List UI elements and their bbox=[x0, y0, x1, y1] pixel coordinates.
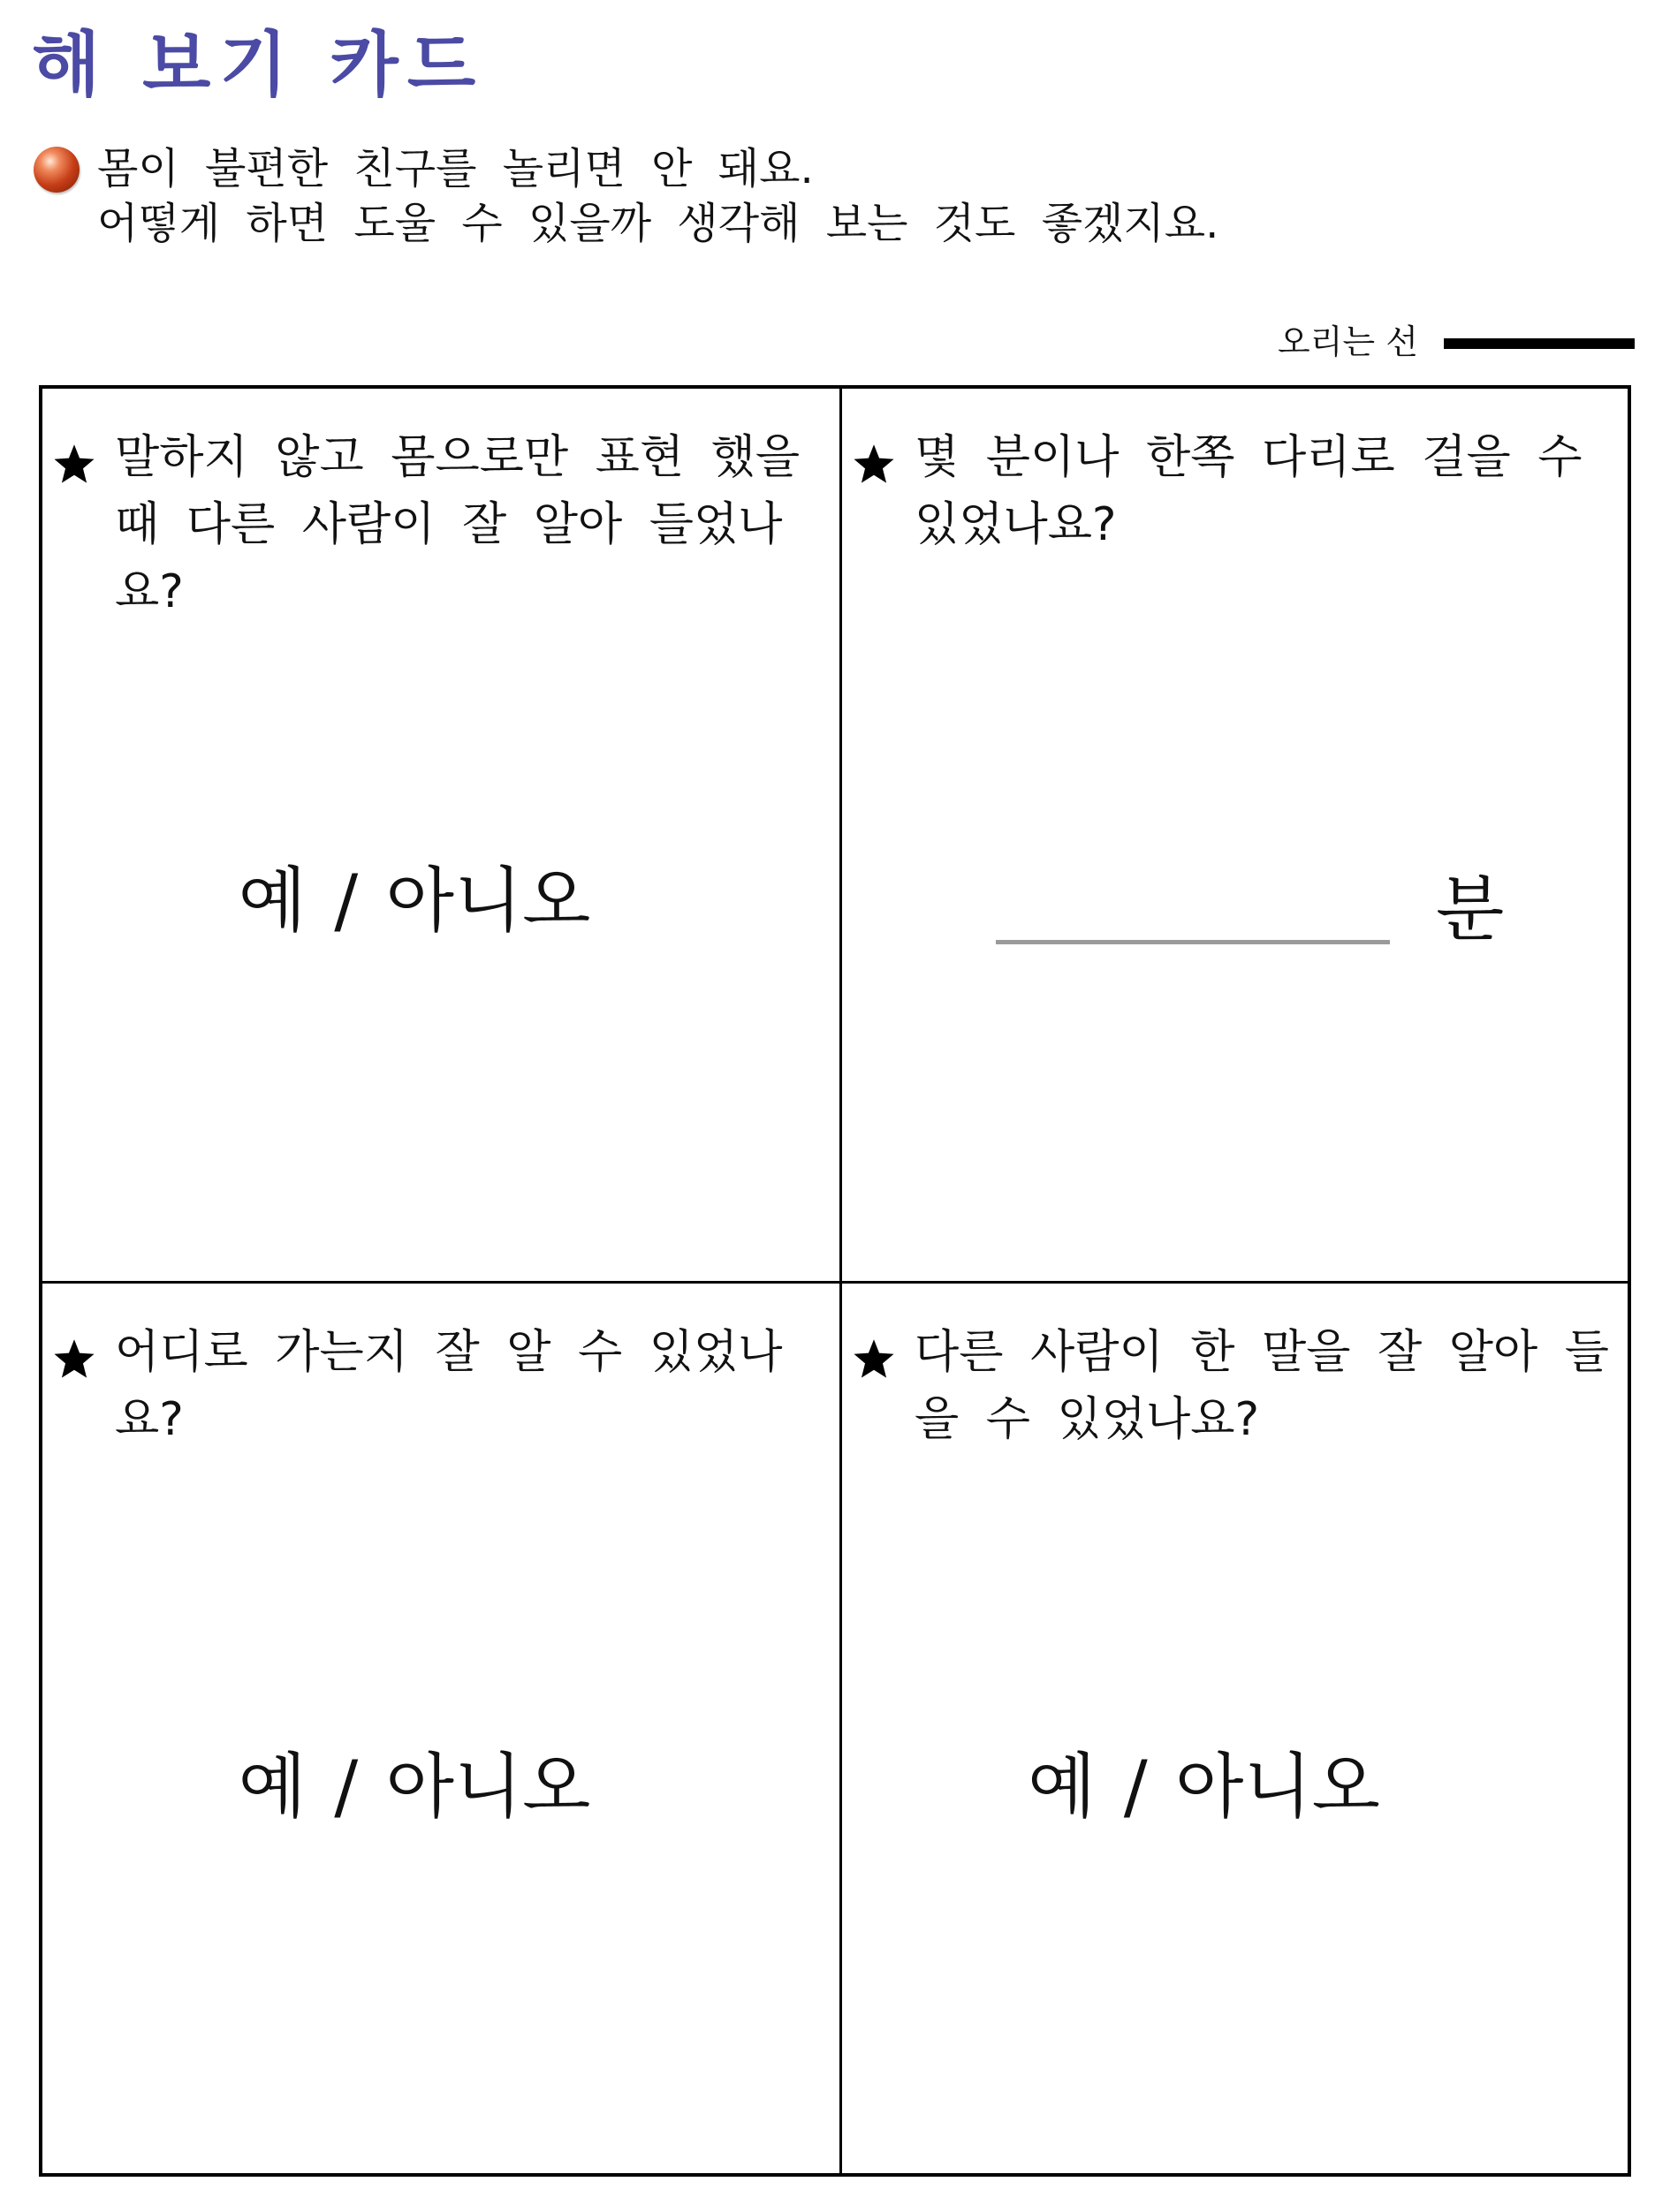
star-icon bbox=[51, 1337, 97, 1382]
red-ball-bullet-icon bbox=[34, 147, 80, 193]
star-icon bbox=[851, 442, 897, 488]
card-body-expression bbox=[42, 389, 839, 1281]
card-question: 어디로 가는지 잘 알 수 있었나요? bbox=[115, 1326, 783, 1446]
card-listening bbox=[842, 1284, 1628, 2173]
yes-no-choices[interactable]: 예 / 아니오 bbox=[238, 860, 591, 942]
intro-text-line-2: 어떻게 하면 도울 수 있을까 생각해 보는 것도 좋겠지요. bbox=[97, 199, 1219, 248]
card-question: 몇 분이나 한쪽 다리로 걸을 수 있었나요? bbox=[915, 431, 1583, 551]
cut-line-sample bbox=[1444, 338, 1635, 349]
card-question: 다른 사람이 한 말을 잘 알아 들을 수 있었나요? bbox=[915, 1326, 1609, 1446]
card-question: 말하지 않고 몸으로만 표현 했을 때 다른 사람이 잘 알아 들었나요? bbox=[115, 431, 801, 618]
card-direction bbox=[42, 1284, 839, 2173]
cut-line-label: 오리는 선 bbox=[1278, 322, 1418, 361]
star-icon bbox=[851, 1337, 897, 1382]
minutes-answer-blank[interactable] bbox=[996, 940, 1390, 944]
card-one-leg-walk bbox=[842, 389, 1628, 1281]
yes-no-choices[interactable]: 예 / 아니오 bbox=[1028, 1746, 1380, 1828]
yes-no-choices[interactable]: 예 / 아니오 bbox=[238, 1746, 591, 1828]
page-title: 해 보기 카드 bbox=[32, 24, 485, 106]
star-icon bbox=[51, 442, 97, 488]
minutes-unit-label: 분 bbox=[1436, 868, 1505, 951]
intro-text-line-1: 몸이 불편한 친구를 놀리면 안 돼요. bbox=[97, 144, 814, 193]
card-grid bbox=[39, 385, 1631, 2177]
